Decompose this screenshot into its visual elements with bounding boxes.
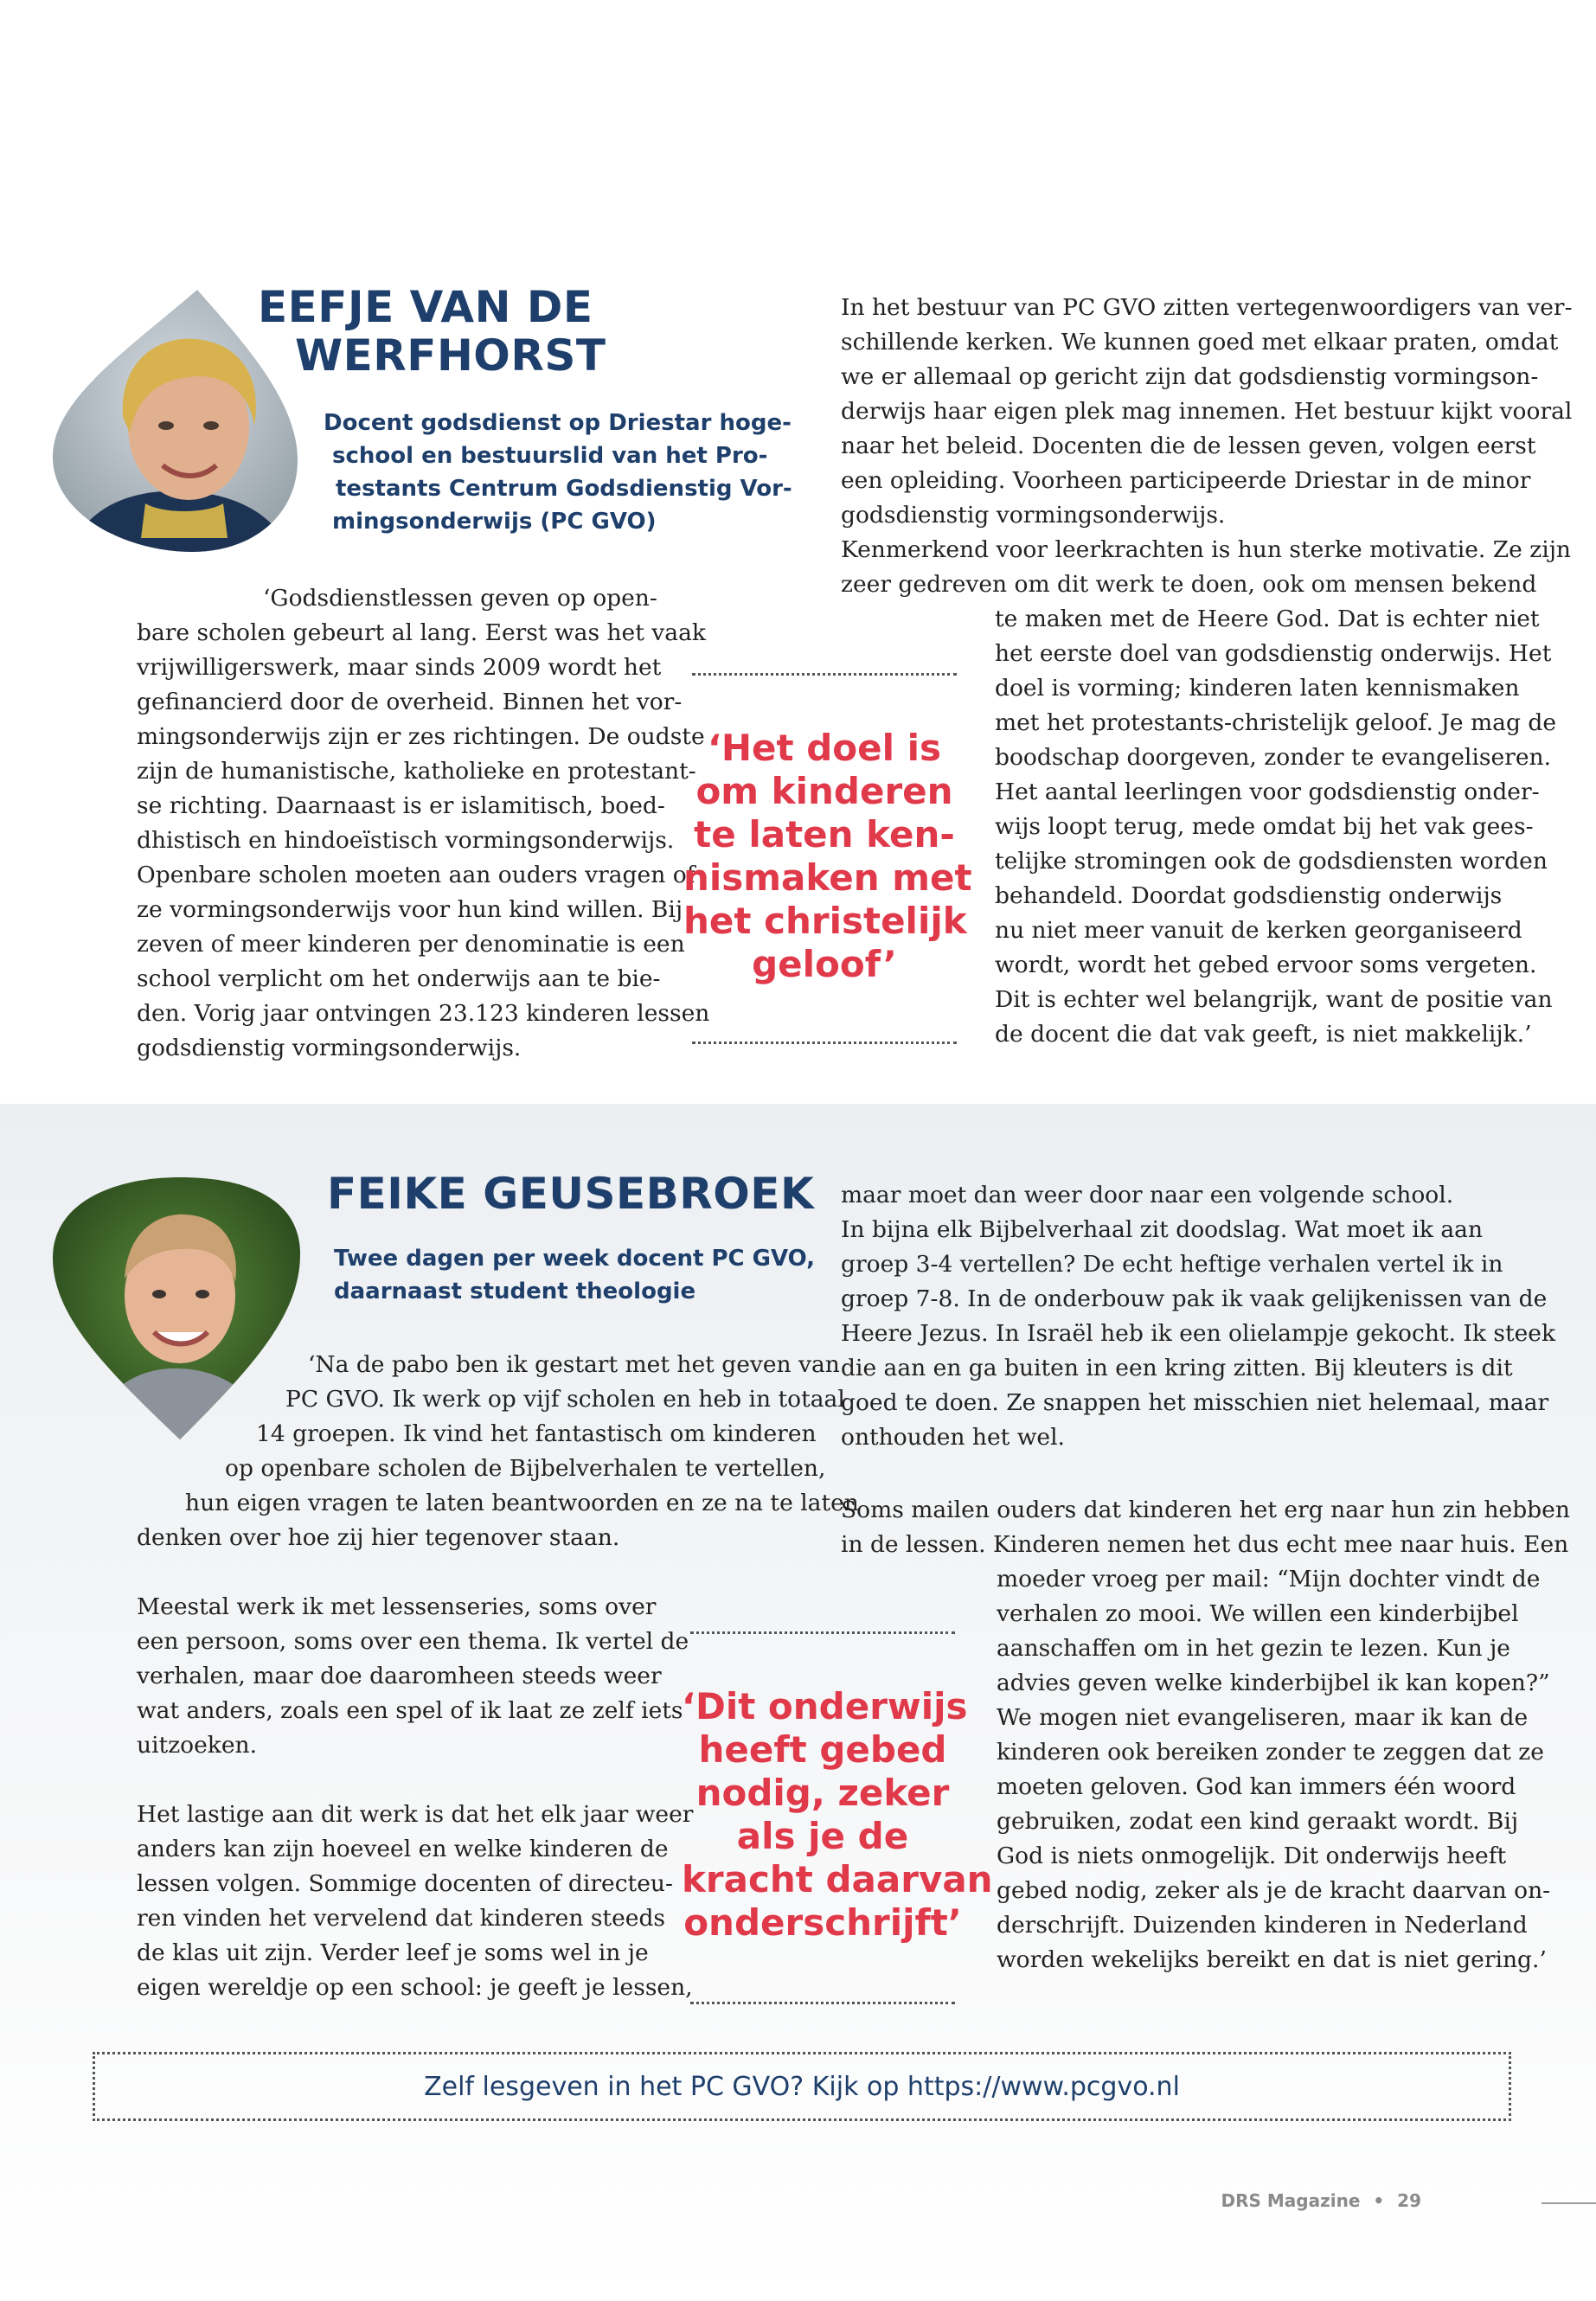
quote-line: te laten ken- <box>694 813 955 856</box>
profile-name-feike: FEIKE GEUSEBROEK <box>327 1169 815 1219</box>
text-line: gefinancierd door de overheid. Binnen het vor- <box>137 689 683 715</box>
text-line: een persoon, soms over een thema. Ik vertel de <box>137 1628 689 1655</box>
text-line: die aan en ga buiten in een kring zitten. Bij kleuters is dit <box>841 1355 1513 1381</box>
text-line: lessen volgen. Sommige docenten of directeu- <box>137 1870 673 1897</box>
quote-line: ‘Het doel is <box>707 727 942 769</box>
pullquote-rule-bottom <box>692 1042 957 1044</box>
text-line: maar moet dan weer door naar een volgende school. <box>841 1182 1454 1208</box>
article-text-feike-right-para2 <box>841 1493 1570 1562</box>
text-line: nu niet meer vanuit de kerken georganiseerd <box>995 917 1522 944</box>
quote-line: geloof’ <box>752 943 897 985</box>
text-line: ze vormingsonderwijs voor hun kind willen. Bij <box>137 896 683 923</box>
article-text-eefje-left <box>137 581 710 1066</box>
role-line: daarnaast student theologie <box>334 1279 696 1304</box>
text-line: met het protestants-christelijk geloof. Je mag de <box>995 709 1557 736</box>
text-line: We mogen niet evangeliseren, maar ik kan de <box>997 1704 1529 1731</box>
text-line: moeder vroeg per mail: “Mijn dochter vindt de <box>997 1566 1541 1593</box>
text-line: bare scholen gebeurt al lang. Eerst was het vaak <box>137 619 706 646</box>
text-line: 14 groepen. Ik vind het fantastisch om kinderen <box>256 1420 817 1447</box>
text-line: Het aantal leerlingen voor godsdienstig onder- <box>995 779 1540 805</box>
text-line: Het lastige aan dit werk is dat het elk jaar weer <box>137 1801 694 1828</box>
article-text-eefje-right-full <box>841 291 1573 602</box>
quote-line: nodig, zeker <box>695 1772 950 1814</box>
text-line: moeten geloven. God kan immers één woord <box>997 1773 1516 1800</box>
article-text-feike-right-narrow <box>997 1562 1551 1977</box>
text-line: de klas uit zijn. Verder leef je soms wel in je <box>137 1939 649 1966</box>
text-line: zeer gedreven om dit werk te doen, ook om mensen bekend <box>841 571 1537 598</box>
text-line: denken over hoe zij hier tegenover staan. <box>137 1524 620 1551</box>
quote-line: het christelijk <box>683 900 967 942</box>
text-line: Soms mailen ouders dat kinderen het erg naar hun zin hebben <box>841 1497 1570 1523</box>
pullquote-rule-bottom <box>690 2002 955 2004</box>
text-line: Dit is echter wel belangrijk, want de positie van <box>995 986 1553 1013</box>
role-line: testants Centrum Godsdienstig Vor- <box>336 476 792 502</box>
text-line: Kenmerkend voor leerkrachten is hun sterke motivatie. Ze zijn <box>841 536 1572 563</box>
name-line: WERFHORST <box>295 330 606 381</box>
article-text-feike-right-para1 <box>841 1178 1556 1455</box>
footer-page-number: 29 <box>1397 2190 1421 2211</box>
text-line: hun eigen vragen te laten beantwoorden en ze na te laten <box>185 1490 859 1516</box>
cta-link-text[interactable]: Zelf lesgeven in het PC GVO? Kijk op https://www.pcgvo.nl <box>424 2071 1180 2102</box>
text-line: worden wekelijks bereikt en dat is niet gering.’ <box>997 1946 1547 1973</box>
pullquote-rule-top <box>692 673 957 676</box>
text-line: het eerste doel van godsdienstig onderwijs. Het <box>995 640 1552 667</box>
text-line: een opleiding. Voorheen participeerde Driestar in de minor <box>841 467 1531 494</box>
footer-separator: • <box>1373 2190 1385 2211</box>
text-line: advies geven welke kinderbijbel ik kan kopen?” <box>997 1670 1550 1696</box>
quote-line: heeft gebed <box>698 1728 947 1771</box>
text-line: onthouden het wel. <box>841 1424 1065 1451</box>
article-text-eefje-right-narrow <box>995 602 1557 1052</box>
text-line: telijke stromingen ook de godsdiensten worden <box>995 848 1548 875</box>
quote-line: als je de <box>736 1815 909 1857</box>
article-text-feike-intro <box>137 1348 859 1555</box>
text-line: God is niets onmogelijk. Dit onderwijs heeft <box>997 1843 1507 1869</box>
quote-line: nismaken met <box>683 856 972 899</box>
text-line: vrijwilligerswerk, maar sinds 2009 wordt het <box>137 654 662 681</box>
text-line: zijn de humanistische, katholieke en protestant- <box>137 758 696 785</box>
quote-line: om kinderen <box>695 770 953 812</box>
footer-magazine: DRS Magazine <box>1221 2190 1361 2211</box>
article-text-feike-para2 <box>137 1590 690 1763</box>
text-line: op openbare scholen de Bijbelverhalen te vertellen, <box>225 1455 826 1482</box>
pullquote-eefje <box>683 727 972 986</box>
page-footer <box>1221 2190 1421 2211</box>
cta-box[interactable] <box>93 2052 1511 2121</box>
quote-line: onderschrijft’ <box>683 1901 962 1944</box>
profile-role-eefje <box>324 407 792 538</box>
text-line: gebed nodig, zeker als je de kracht daarvan on- <box>997 1877 1551 1904</box>
article-text-feike-para3 <box>137 1798 694 2005</box>
text-line: te maken met de Heere God. Dat is echter niet <box>995 606 1540 632</box>
text-line: ‘Godsdienstlessen geven op open- <box>263 585 657 612</box>
text-line: school verplicht om het onderwijs aan te bie- <box>137 965 661 992</box>
text-line: den. Vorig jaar ontvingen 23.123 kinderen lessen <box>137 1000 710 1027</box>
text-line: in de lessen. Kinderen nemen het dus echt mee naar huis. Een <box>841 1531 1569 1558</box>
text-line: PC GVO. Ik werk op vijf scholen en heb in totaal <box>285 1386 845 1413</box>
text-line: se richting. Daarnaast is er islamitisch, boed- <box>137 792 665 819</box>
footer-rule <box>1542 2202 1596 2204</box>
text-line: groep 3-4 vertellen? De echt heftige verhalen vertel ik in <box>841 1251 1503 1278</box>
text-line: boodschap doorgeven, zonder te evangeliseren. <box>995 744 1552 771</box>
text-line: Openbare scholen moeten aan ouders vragen of <box>137 862 695 888</box>
text-line: uitzoeken. <box>137 1732 258 1759</box>
text-line: Meestal werk ik met lessenseries, soms over <box>137 1593 657 1620</box>
text-line: zeven of meer kinderen per denominatie is een <box>137 931 685 958</box>
role-line: Twee dagen per week docent PC GVO, <box>334 1246 816 1272</box>
text-line: schillende kerken. We kunnen goed met elkaar praten, omdat <box>841 329 1559 356</box>
text-line: behandeld. Doordat godsdienstig onderwijs <box>995 882 1503 909</box>
role-line: school en bestuurslid van het Pro- <box>332 443 768 469</box>
text-line: eigen wereldje op een school: je geeft je lessen, <box>137 1974 693 2001</box>
text-line: ren vinden het vervelend dat kinderen steeds <box>137 1905 666 1932</box>
text-line: anders kan zijn hoeveel en welke kinderen de <box>137 1836 669 1862</box>
text-line: verhalen, maar doe daaromheen steeds weer <box>137 1663 662 1689</box>
text-line: godsdienstig vormingsonderwijs. <box>841 502 1226 529</box>
text-line: aanschaffen om in het gezin te lezen. Kun je <box>997 1635 1510 1662</box>
text-line: de docent die dat vak geeft, is niet makkelijk.’ <box>995 1021 1532 1048</box>
text-line: we er allemaal op gericht zijn dat godsdienstig vormingson- <box>841 363 1539 390</box>
text-line: goed te doen. Ze snappen het misschien niet helemaal, maar <box>841 1389 1549 1416</box>
text-line: In het bestuur van PC GVO zitten vertegenwoordigers van ver- <box>841 294 1573 321</box>
text-line: dhistisch en hindoeïstisch vormingsonderwijs. <box>137 827 675 854</box>
text-line: godsdienstig vormingsonderwijs. <box>137 1035 522 1061</box>
pullquote-feike <box>682 1685 993 1945</box>
text-line: wat anders, zoals een spel of ik laat ze zelf iets <box>137 1697 683 1724</box>
text-line: In bijna elk Bijbelverhaal zit doodslag. Wat moet ik aan <box>841 1216 1484 1243</box>
text-line: derwijs haar eigen plek mag innemen. Het bestuur kijkt vooral <box>841 398 1573 425</box>
profile-name-eefje <box>258 283 606 380</box>
text-line: verhalen zo mooi. We willen een kinderbijbel <box>997 1600 1519 1627</box>
quote-line: kracht daarvan <box>682 1858 993 1900</box>
name-line: EEFJE VAN DE <box>258 282 593 332</box>
text-line: wordt, wordt het gebed ervoor soms vergeten. <box>995 952 1537 978</box>
text-line: gebruiken, zodat een kind geraakt wordt. Bij <box>997 1808 1519 1835</box>
text-line: derschrijft. Duizenden kinderen in Nederland <box>997 1912 1528 1939</box>
profile-role-feike <box>334 1242 815 1308</box>
text-line: naar het beleid. Docenten die de lessen geven, volgen eerst <box>841 433 1536 459</box>
role-line: mingsonderwijs (PC GVO) <box>332 509 657 535</box>
text-line: mingsonderwijs zijn er zes richtingen. De oudste <box>137 723 705 750</box>
text-line: ‘Na de pabo ben ik gestart met het geven van <box>308 1351 840 1378</box>
text-line: wijs loopt terug, mede omdat bij het vak gees- <box>995 813 1534 840</box>
text-line: Heere Jezus. In Israël heb ik een olielampje gekocht. Ik steek <box>841 1320 1556 1347</box>
text-line: doel is vorming; kinderen laten kennismaken <box>995 675 1520 702</box>
text-line: kinderen ook bereiken zonder te zeggen dat ze <box>997 1739 1544 1766</box>
pullquote-rule-top <box>690 1631 955 1634</box>
text-line: groep 7-8. In de onderbouw pak ik vaak gelijkenissen van de <box>841 1285 1548 1312</box>
role-line: Docent godsdienst op Driestar hoge- <box>324 410 792 436</box>
quote-line: ‘Dit onderwijs <box>682 1685 968 1727</box>
